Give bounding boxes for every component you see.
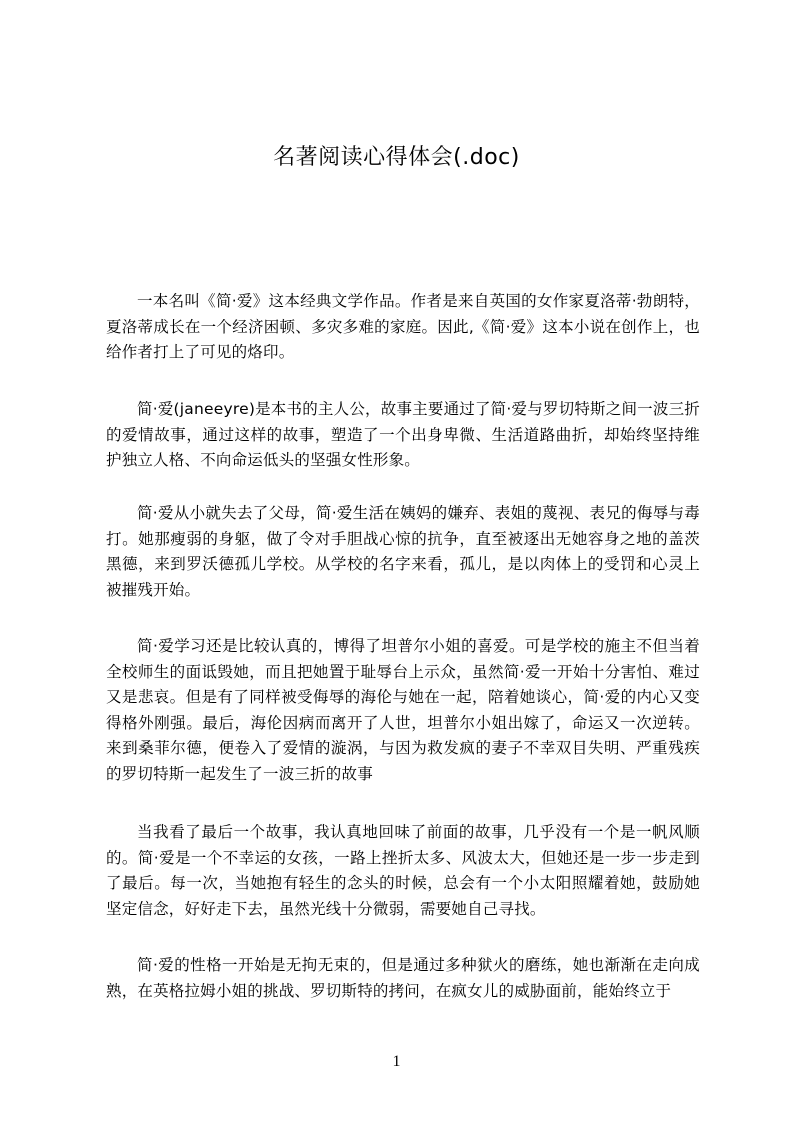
paragraph-1: 一本名叫《简·爱》这本经典文学作品。作者是来自英国的女作家夏洛蒂·勃朗特，夏洛蒂成长在一个经济困顿、多灾多难的家庭。因此,《简·爱》这本小说在创作上，也给作者打上了可见的烙印。 [106, 292, 700, 361]
page-number: 1 [392, 1053, 401, 1070]
paragraph-3: 简·爱从小就失去了父母，简·爱生活在姨妈的嫌弃、表姐的蔑视、表兄的侮辱与毒打。她那瘦弱的身躯，做了令对手胆战心惊的抗争，直至被逐出无她容身之地的盖茨黑德，来到罗沃德孤儿学校。从学校的名字来看，孤儿，是以肉体上的受罚和心灵上被摧残开始。 [106, 504, 700, 599]
document-title: 名著阅读心得体会(.doc) [273, 145, 520, 170]
paragraph-6: 简·爱的性格一开始是无拘无束的，但是通过多种狱火的磨练，她也渐渐在走向成熟，在英格拉姆小姐的挑战、罗切斯特的拷问，在疯女儿的威胁面前，能始终立于 [106, 956, 700, 1000]
paragraph-5: 当我看了最后一个故事，我认真地回味了前面的故事，几乎没有一个是一帆风顺的。简·爱是一个不幸运的女孩，一路上挫折太多、风波太大，但她还是一步一步走到了最后。每一次，当她抱有轻生的念头的时候，总会有一个小太阳照耀着她，鼓励她坚定信念，好好走下去，虽然光线十分微弱，需要她自己寻找。 [106, 823, 700, 918]
paragraph-2: 简·爱(janeeyre)是本书的主人公，故事主要通过了简·爱与罗切特斯之间一波三折的爱情故事，通过这样的故事，塑造了一个出身卑微、生活道路曲折，却始终坚持维护独立人格、不向命运低头的坚强女性形象。 [106, 400, 700, 469]
paragraph-4: 简·爱学习还是比较认真的，博得了坦普尔小姐的喜爱。可是学校的施主不但当着全校师生的面诋毁她，而且把她置于耻辱台上示众，虽然简·爱一开始十分害怕、难过又是悲哀。但是有了同样被受侮辱的海伦与她在一起，陪着她谈心，简·爱的内心又变得格外刚强。最后，海伦因病而离开了人世，坦普尔小姐出嫁了，命运又一次逆转。来到桑菲尔德，便卷入了爱情的漩涡，与因为救发疯的妻子不幸双目失明、严重残疾的罗切特斯一起发生了一波三折的故事 [106, 637, 700, 783]
